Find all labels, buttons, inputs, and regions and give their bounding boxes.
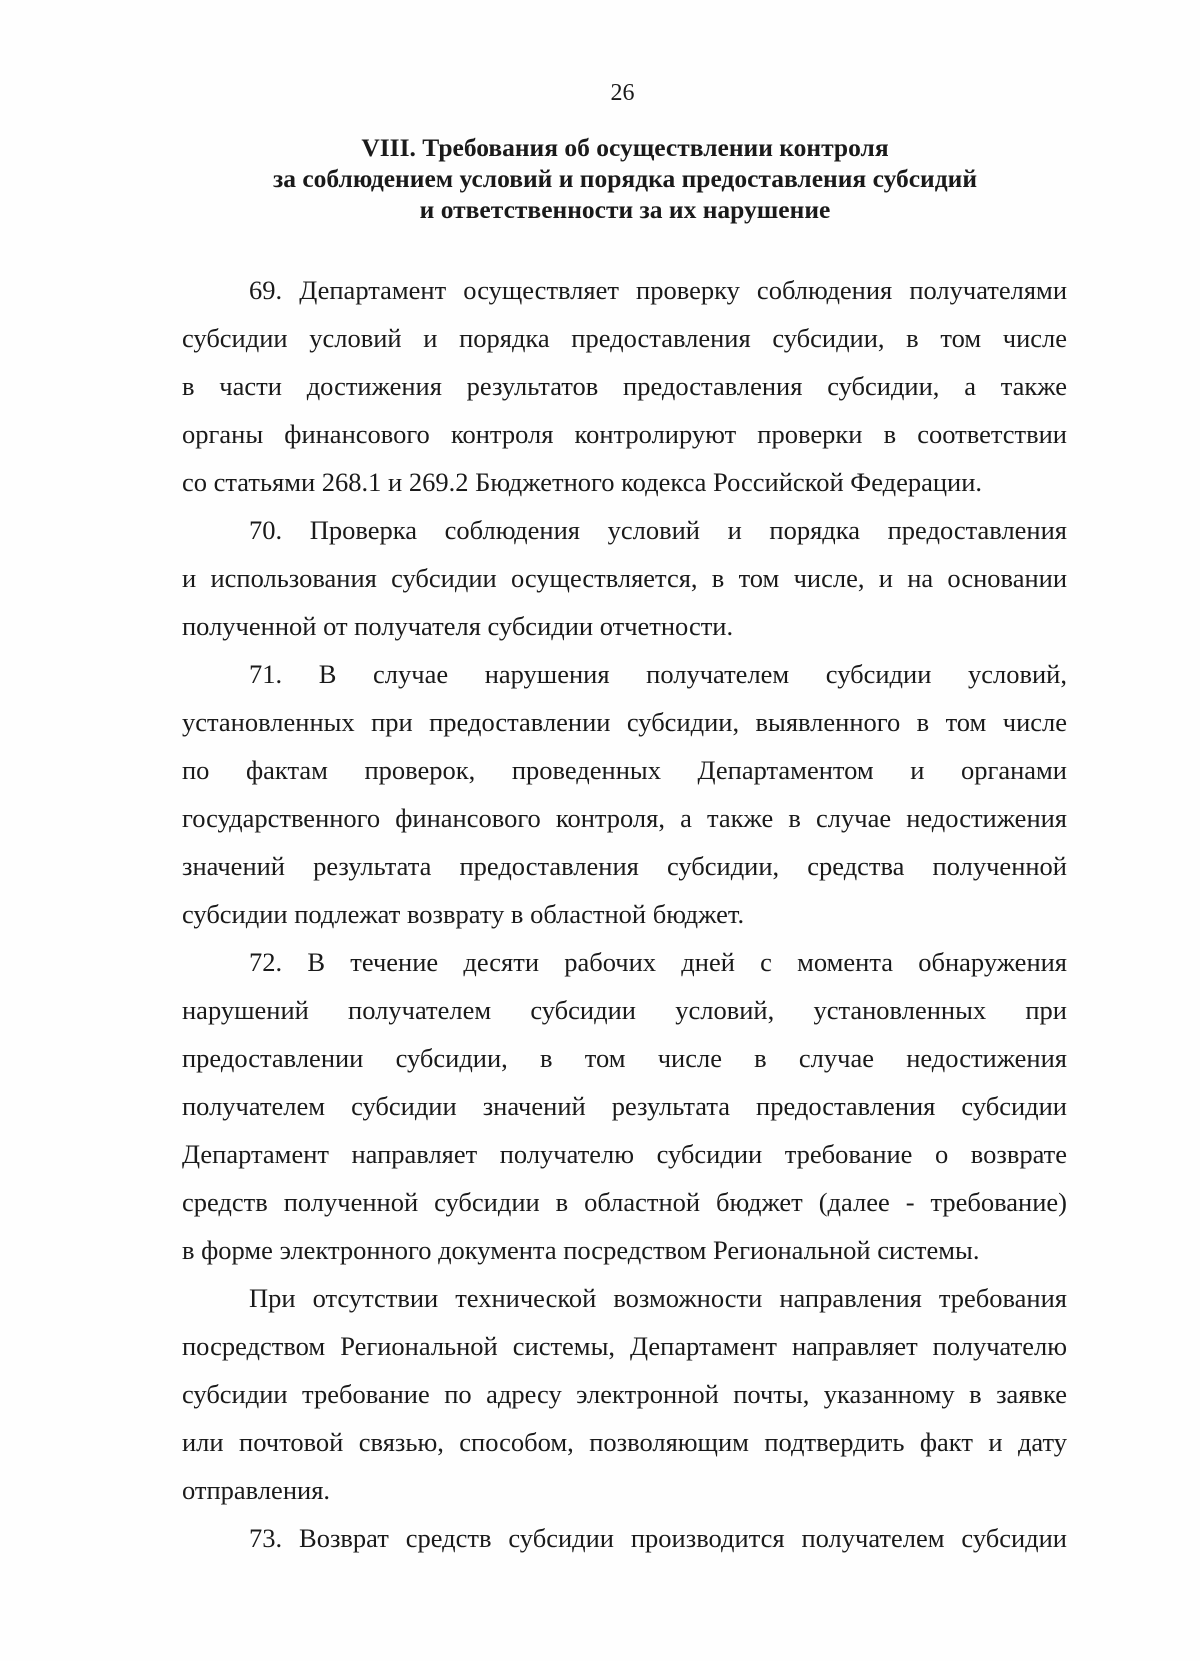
text-line: в части достижения результатов предоставления субсидии, а также (182, 371, 1067, 401)
text-line: государственного финансового контроля, а также в случае недостижения (182, 803, 1067, 833)
page-number: 26 (610, 80, 635, 106)
text-line: или почтовой связью, способом, позволяющим подтвердить факт и дату (182, 1427, 1067, 1457)
text-line: по фактам проверок, проведенных Департаментом и органами (182, 755, 1067, 785)
text-line: и использования субсидии осуществляется, в том числе, и на основании (182, 563, 1067, 593)
paragraph-73 (182, 1514, 1067, 1562)
text-line: получателем субсидии значений результата предоставления субсидии (182, 1091, 1067, 1121)
paragraph-72-continued (182, 1274, 1067, 1514)
heading-line: VIII. Требования об осуществлении контроля (361, 133, 889, 162)
text-line: значений результата предоставления субсидии, средства полученной (182, 851, 1067, 881)
text-line: субсидии требование по адресу электронной почты, указанному в заявке (182, 1379, 1067, 1409)
paragraph-70 (182, 506, 1067, 650)
text-line: средств полученной субсидии в областной бюджет (далее - требование) (182, 1187, 1067, 1217)
text-line: полученной от получателя субсидии отчетности. (182, 611, 734, 641)
text-line: 71. В случае нарушения получателем субсидии условий, (249, 659, 1067, 689)
text-line: отправления. (182, 1475, 331, 1505)
paragraph-69 (182, 266, 1067, 506)
paragraph-71 (182, 650, 1067, 938)
text-line: установленных при предоставлении субсидии, выявленного в том числе (182, 707, 1067, 737)
heading-line: и ответственности за их нарушение (419, 195, 831, 224)
heading-line: за соблюдением условий и порядка предоставления субсидий (272, 164, 978, 193)
text-line: посредством Региональной системы, Департамент направляет получателю (182, 1331, 1067, 1361)
text-line: Департамент направляет получателю субсидии требование о возврате (182, 1139, 1067, 1169)
text-line: предоставлении субсидии, в том числе в случае недостижения (182, 1043, 1067, 1073)
document-body (182, 266, 1067, 1562)
text-line: органы финансового контроля контролируют проверки в соответствии (182, 419, 1067, 449)
text-line: субсидии условий и порядка предоставления субсидии, в том числе (182, 323, 1067, 353)
text-line: в форме электронного документа посредством Региональной системы. (182, 1235, 980, 1265)
text-line: При отсутствии технической возможности направления требования (249, 1283, 1067, 1313)
text-line: 70. Проверка соблюдения условий и порядка предоставления (249, 515, 1067, 545)
section-heading (180, 132, 1070, 225)
text-line: со статьями 268.1 и 269.2 Бюджетного кодекса Российской Федерации. (182, 467, 983, 497)
paragraph-72 (182, 938, 1067, 1274)
text-line: субсидии подлежат возврату в областной бюджет. (182, 899, 745, 929)
text-line: 73. Возврат средств субсидии производится получателем субсидии (249, 1523, 1067, 1553)
text-line: 72. В течение десяти рабочих дней с момента обнаружения (249, 947, 1067, 977)
text-line: 69. Департамент осуществляет проверку соблюдения получателями (249, 275, 1067, 305)
text-line: нарушений получателем субсидии условий, установленных при (182, 995, 1067, 1025)
